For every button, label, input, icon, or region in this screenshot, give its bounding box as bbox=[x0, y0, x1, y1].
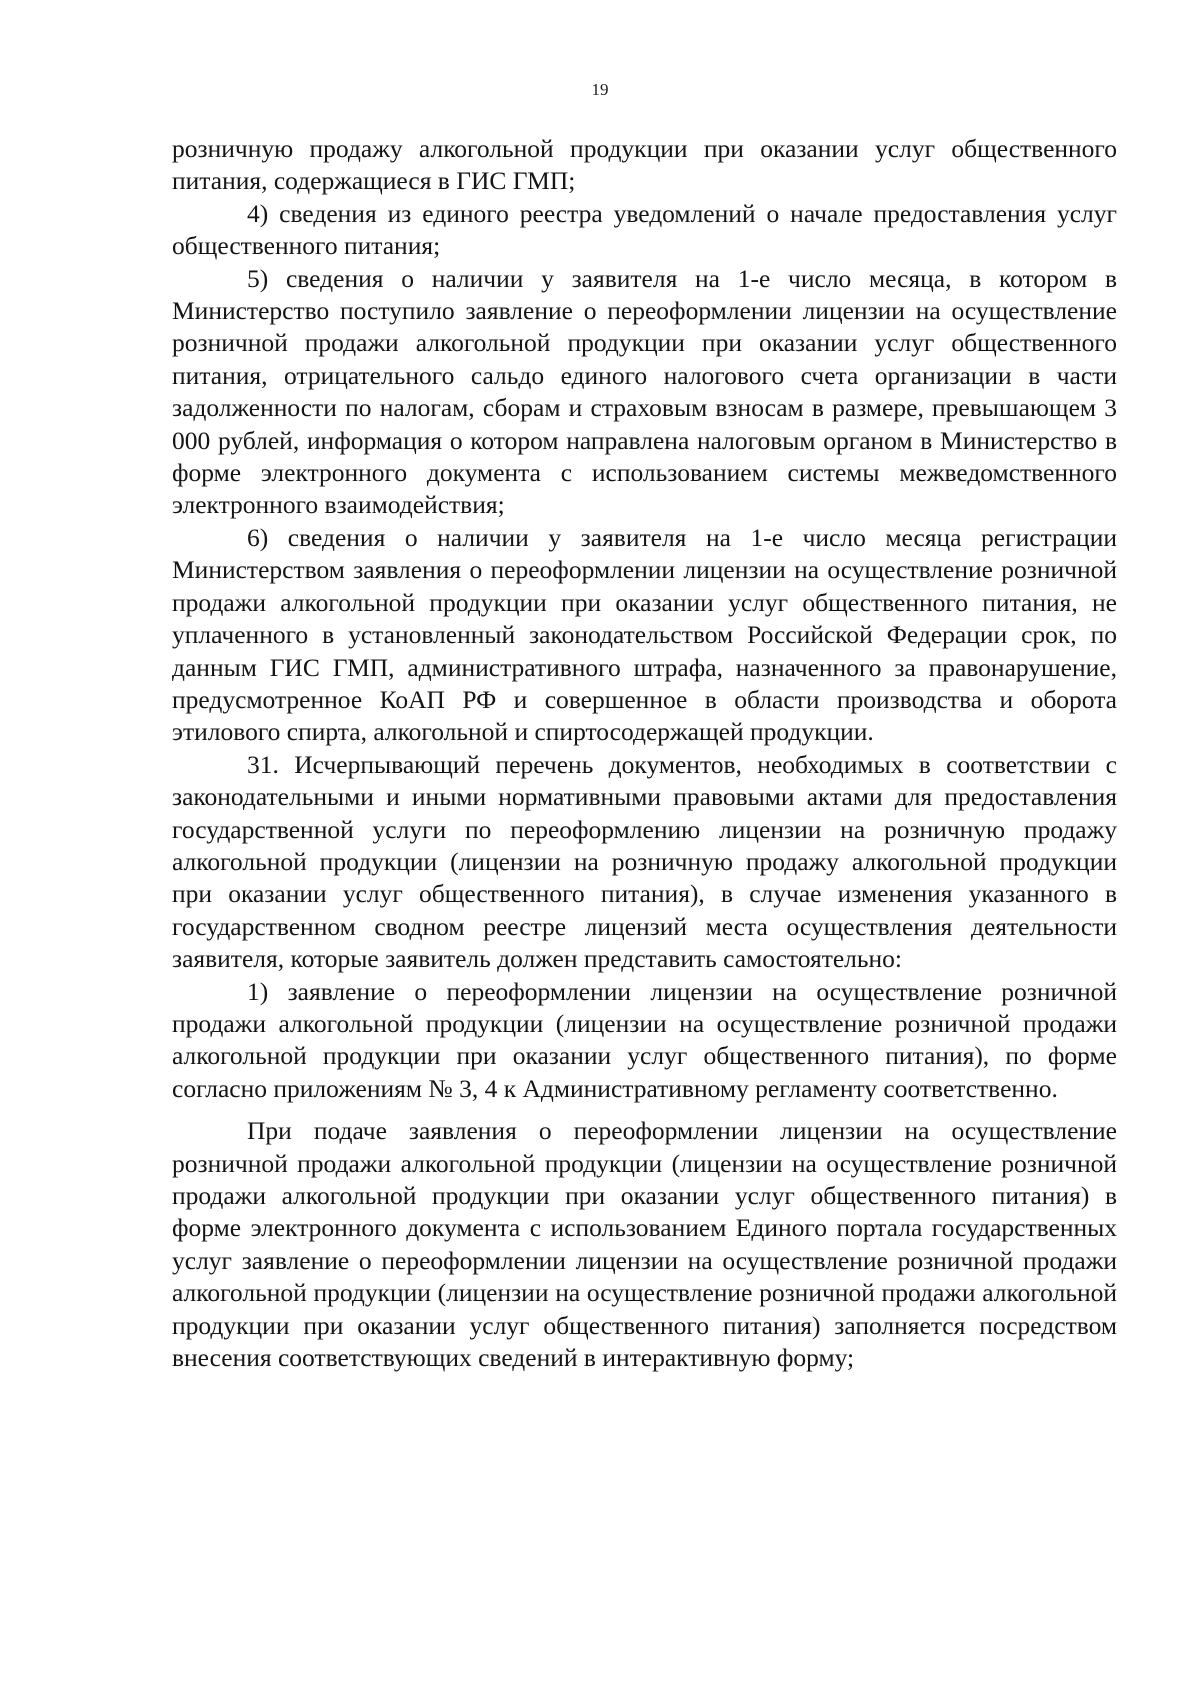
paragraph-continuation: розничную продажу алкогольной продукции при оказании услуг общественного питания, содержащиеся в ГИС ГМП; bbox=[172, 134, 1117, 196]
paragraph-item-6: 6) сведения о наличии у заявителя на 1-е число месяца регистрации Министерством заявления о переоформлении лицензии на осуществление розничной продажи алкогольной продукции при оказании услуг общественного питания, не уплаченного в установленный законодательством Российской Федерации срок, по данным ГИС ГМП, административного штрафа, назначенного за правонарушение, предусмотренное КоАП РФ и совершенное в области производства и оборота этилового спирта, алкогольной и спиртосодержащей продукции. bbox=[172, 522, 1117, 747]
paragraph-item-4: 4) сведения из единого реестра уведомлений о начале предоставления услуг общественного питания; bbox=[172, 198, 1117, 261]
page-number: 19 bbox=[591, 80, 609, 99]
paragraph-electronic-submission: При подаче заявления о переоформлении лицензии на осуществление розничной продажи алкогольной продукции (лицензии на осуществление розничной продажи алкогольной продукции при оказании услуг общественного питания) в форме электронного документа с использованием Единого портала государственных услуг заявление о переоформлении лицензии на осуществление розничной продажи алкогольной продукции (лицензии на осуществление розничной продажи алкогольной продукции при оказании услуг общественного питания) заполняется посредством внесения соответствующих сведений в интерактивную форму; bbox=[172, 1116, 1117, 1373]
document-body bbox=[172, 133, 1117, 1374]
paragraph-section-31: 31. Исчерпывающий перечень документов, необходимых в соответствии с законодательными и иными нормативными правовыми актами для предоставления государственной услуги по переоформлению лицензии на розничную продажу алкогольной продукции (лицензии на розничную продажу алкогольной продукции при оказании услуг общественного питания), в случае изменения указанного в государственном сводном реестре лицензий места осуществления деятельности заявителя, которые заявитель должен представить самостоятельно: bbox=[172, 749, 1117, 974]
paragraph-item-5: 5) сведения о наличии у заявителя на 1-е число месяца, в котором в Министерство поступило заявление о переоформлении лицензии на осуществление розничной продажи алкогольной продукции при оказании услуг общественного питания, отрицательного сальдо единого налогового счета организации в части задолженности по налогам, сборам и страховым взносам в размере, превышающем 3 000 рублей, информация о котором направлена налоговым органом в Министерство в форме электронного документа с использованием системы межведомственного электронного взаимодействия; bbox=[172, 263, 1117, 520]
paragraph-item-1: 1) заявление о переоформлении лицензии на осуществление розничной продажи алкогольной продукции (лицензии на осуществление розничной продажи алкогольной продукции при оказании услуг общественного питания), по форме согласно приложениям № 3, 4 к Административному регламенту соответственно. bbox=[172, 976, 1117, 1103]
